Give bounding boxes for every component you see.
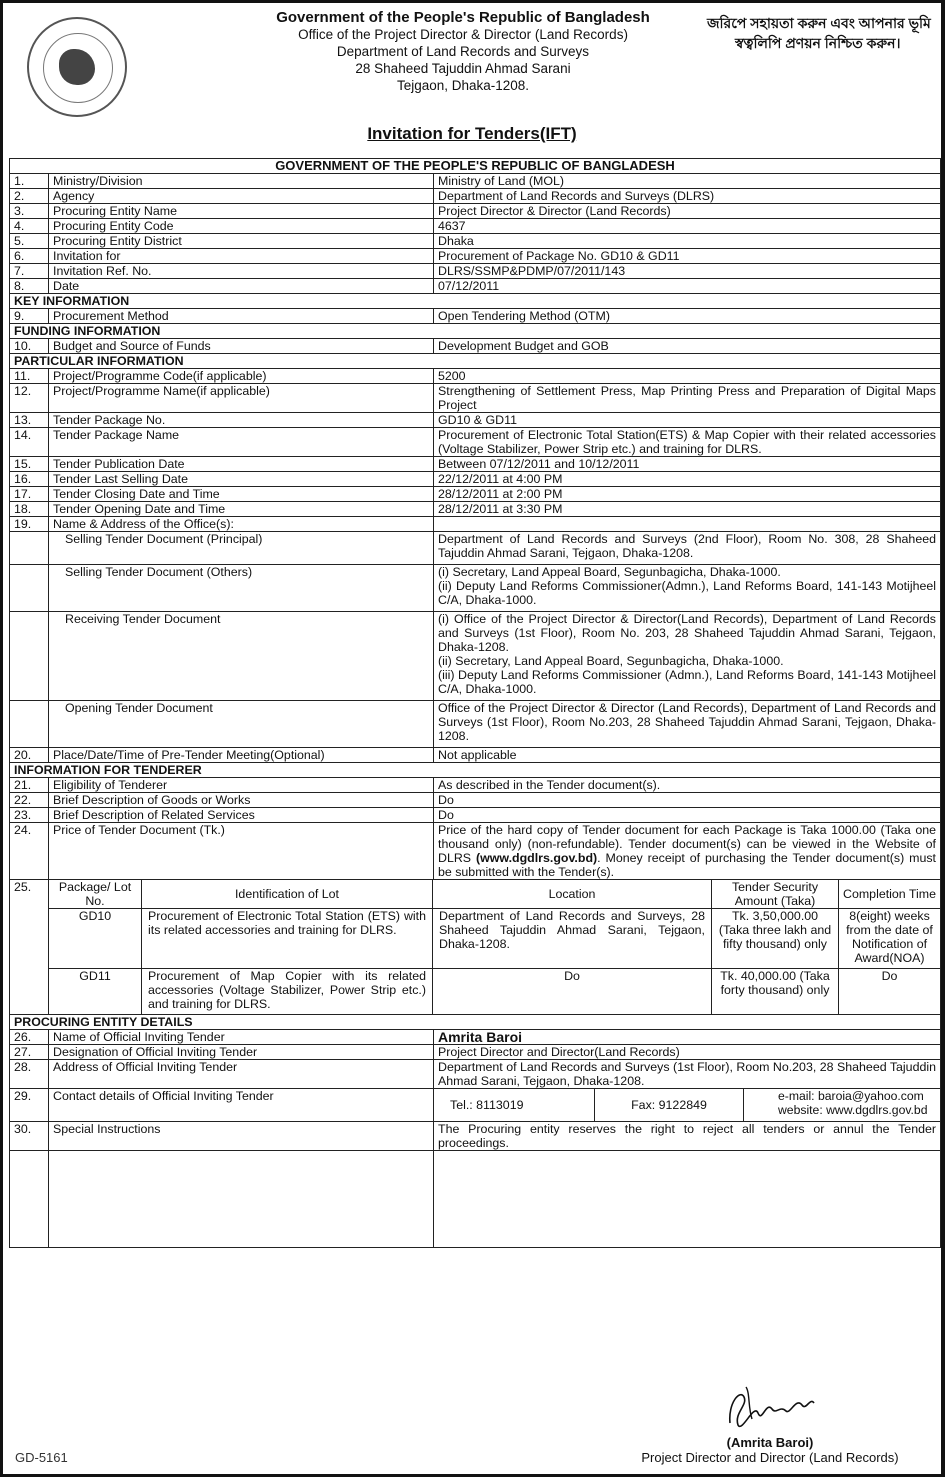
row-value: As described in the Tender document(s). <box>434 778 941 793</box>
signature-block <box>615 1383 925 1465</box>
lot-row <box>49 969 940 1015</box>
contact-fax: Fax: 9122849 <box>595 1089 744 1121</box>
gov-title: Government of the People's Republic of Bangladesh <box>276 9 650 26</box>
doc-title: Invitation for Tenders(IFT) <box>367 124 577 143</box>
government-seal-icon <box>27 17 127 117</box>
row-number: 6. <box>10 249 49 264</box>
row-number: 4. <box>10 219 49 234</box>
row-number: 21. <box>10 778 49 793</box>
lot-header: Location <box>433 880 712 909</box>
office-address-line: (i) Secretary, Land Appeal Board, Segunbagicha, Dhaka-1000. <box>438 565 781 579</box>
row-label: Procuring Entity Code <box>49 219 434 234</box>
table-row: 10. Budget and Source of Funds Development Budget and GOB <box>10 339 941 354</box>
office-address-line: (i) Office of the Project Director & Director(Land Records), Department of Land Records and Surveys (1st Floor), Room No. 203, 28 Shaheed Tajuddin Ahmad Sarani, Tejgaon, Dhaka-1208. <box>438 612 936 654</box>
lot-identification: Procurement of Map Copier with its related accessories (Voltage Stabilizer, Power Strip etc.) and training for DLRS. <box>142 969 433 1015</box>
office-address <box>434 565 941 612</box>
bangla-slogan <box>707 13 937 53</box>
table-row <box>10 457 941 472</box>
section-tenderer-info: INFORMATION FOR TENDERER <box>10 763 941 778</box>
row-value: Dhaka <box>434 234 941 249</box>
row-label: Tender Closing Date and Time <box>49 487 434 502</box>
table-row <box>10 808 941 823</box>
office-label: Receiving Tender Document <box>49 612 434 701</box>
row-number: 5. <box>10 234 49 249</box>
tender-price-info: Price of the hard copy of Tender document for each Package is Taka 1000.00 (Taka one thousand only) (non-refundable). Tender document(s) can be viewed in the Website of DLRS (www.dgdlrs.gov.bd). Money receipt of purchasing the Tender document(s) must be submitted with the Tender(s). <box>434 823 941 880</box>
row-label: Eligibility of Tenderer <box>49 778 434 793</box>
row-label: Agency <box>49 189 434 204</box>
row-number: 16. <box>10 472 49 487</box>
row-number: 17. <box>10 487 49 502</box>
office-label: Selling Tender Document (Others) <box>49 565 434 612</box>
table-row: 9. Procurement Method Open Tendering Method (OTM) <box>10 309 941 324</box>
row-label: Tender Publication Date <box>49 457 434 472</box>
office-label: Opening Tender Document <box>49 701 434 748</box>
bangla-line-2: স্বত্বলিপি প্রণয়ন নিশ্চিত করুন। <box>735 35 901 51</box>
office-address <box>434 532 941 565</box>
section-funding-info: FUNDING INFORMATION <box>10 324 941 339</box>
contact-email[interactable]: e-mail: baroia@yahoo.com <box>778 1089 924 1103</box>
row-value: Department of Land Records and Surveys (DLRS) <box>434 189 941 204</box>
office-label: Selling Tender Document (Principal) <box>49 532 434 565</box>
street-line: 28 Shaheed Tajuddin Ahmad Sarani <box>355 61 571 76</box>
table-row <box>10 204 941 219</box>
table-row <box>10 428 941 457</box>
office-line: Office of the Project Director & Director (Land Records) <box>298 27 628 42</box>
official-name: Amrita Baroi <box>434 1030 941 1045</box>
office-address-line: (ii) Deputy Land Reforms Commissioner(Admn.), Land Reforms Board, 141-143 Motijheel C/A, Dhaka-1000. <box>438 579 936 607</box>
table-row: 24. Price of Tender Document (Tk.) Price of the hard copy of Tender document for each Package is Taka 1000.00 (Taka one thousand only) (non-refundable). Tender document(s) can be viewed in the Website of DLRS (www.dgdlrs.gov.bd). Money receipt of purchasing the Tender document(s) must be submitted with the Tender(s). <box>10 823 941 880</box>
signatory-designation: Project Director and Director (Land Records) <box>641 1450 899 1465</box>
office-row <box>10 612 941 701</box>
row-number: 1. <box>10 174 49 189</box>
office-address-line: (ii) Secretary, Land Appeal Board, Segunbagicha, Dhaka-1000. <box>438 654 784 668</box>
office-address-block <box>243 9 683 94</box>
row-value: 28/12/2011 at 2:00 PM <box>434 487 941 502</box>
row-label: Project/Programme Code(if applicable) <box>49 369 434 384</box>
office-row <box>10 565 941 612</box>
lot-row <box>49 909 940 969</box>
row-value: Do <box>434 808 941 823</box>
row-label: Brief Description of Goods or Works <box>49 793 434 808</box>
row-number: 3. <box>10 204 49 219</box>
city-line: Tejgaon, Dhaka-1208. <box>396 78 530 93</box>
lot-header: Tender Security Amount (Taka) <box>712 880 839 909</box>
table-row: 19. Name & Address of the Office(s): <box>10 517 941 532</box>
lot-identification: Procurement of Electronic Total Station (ETS) with its related accessories and training for DLRS. <box>142 909 433 969</box>
row-label: Tender Package No. <box>49 413 434 428</box>
row-label: Invitation Ref. No. <box>49 264 434 279</box>
section-key-info: KEY INFORMATION <box>10 294 941 309</box>
signatory-name: (Amrita Baroi) <box>726 1435 814 1450</box>
table-row: 27. Designation of Official Inviting Tender Project Director and Director(Land Records) <box>10 1045 941 1060</box>
contact-tel: Tel.: 8113019 <box>434 1089 595 1121</box>
section-procuring-details: PROCURING ENTITY DETAILS <box>10 1015 941 1030</box>
row-number: 18. <box>10 502 49 517</box>
table-row <box>10 793 941 808</box>
row-value: 22/12/2011 at 4:00 PM <box>434 472 941 487</box>
row-number: 2. <box>10 189 49 204</box>
table-row: 20. Place/Date/Time of Pre-Tender Meeting(Optional) Not applicable <box>10 748 941 763</box>
row-label: Tender Last Selling Date <box>49 472 434 487</box>
row-value: 28/12/2011 at 3:30 PM <box>434 502 941 517</box>
row-value: DLRS/SSMP&PDMP/07/2011/143 <box>434 264 941 279</box>
table-row <box>10 264 941 279</box>
section-particular-info: PARTICULAR INFORMATION <box>10 354 941 369</box>
dept-line: Department of Land Records and Surveys <box>336 44 590 59</box>
row-number: 22. <box>10 793 49 808</box>
dlrs-website-link[interactable]: (www.dgdlrs.gov.bd) <box>476 851 598 865</box>
gov-heading: GOVERNMENT OF THE PEOPLE'S REPUBLIC OF BANGLADESH <box>10 159 941 174</box>
table-row-lots: 25. Package/ Lot No. Identification of Lot Location Tender Security Amount (Taka) Completion Time GD10 Procurement of Electronic Total Station (ETS) with its related accessories and training for DLRS. Department of Land Records and Surveys, 28 Shaheed Tajuddin Ahmad Sarani, Tejgaon, Dhaka-1208. Tk. 3,50,000.00 (Taka three lakh and fifty thousand) only 8(eight) weeks from the date of Notification of Award(NOA) GD11 Procurement of Map Copier with its related accessories (Voltage Stabilizer, Power Strip etc.) and training for DLRS. Do Tk. 40,000.00 (Taka forty thousand) only Do <box>10 880 941 1015</box>
office-row <box>10 701 941 748</box>
office-address-line: Office of the Project Director & Director (Land Records), Department of Land Records and Surveys (1st Floor), Room No.203, 28 Shaheed Tajuddin Ahmad Sarani, Tejgaon, Dhaka-1208. <box>438 701 936 743</box>
lot-table <box>49 880 940 1014</box>
office-address-line: (iii) Deputy Land Reforms Commissioner (Admn.), Land Reforms Board, 141-143 Motijheel C/A, Dhaka-1000. <box>438 668 936 696</box>
row-value: Between 07/12/2011 and 10/12/2011 <box>434 457 941 472</box>
table-row: 28. Address of Official Inviting Tender Department of Land Records and Surveys (1st Floor), Room No.203, 28 Shaheed Tajuddin Ahmad Sarani, Tejgaon, Dhaka-1208. <box>10 1060 941 1089</box>
table-row <box>10 502 941 517</box>
table-row: 29. Contact details of Official Inviting Tender Tel.: 8113019 Fax: 9122849 e-mail: baroia@yahoo.com website: www.dgdlrs.gov.bd <box>10 1089 941 1122</box>
row-number: 8. <box>10 279 49 294</box>
lot-number: GD11 <box>49 969 142 1015</box>
row-label: Ministry/Division <box>49 174 434 189</box>
notice-header <box>3 3 941 143</box>
row-value: Do <box>434 793 941 808</box>
row-value: Strengthening of Settlement Press, Map Printing Press and Preparation of Digital Maps Project <box>434 384 941 413</box>
bangla-line-1: জরিপে সহায়তা করুন এবং আপনার ভূমি <box>707 15 931 31</box>
row-value: 4637 <box>434 219 941 234</box>
lot-security: Tk. 3,50,000.00 (Taka three lakh and fifty thousand) only <box>712 909 839 969</box>
row-label: Brief Description of Related Services <box>49 808 434 823</box>
lot-header: Completion Time <box>839 880 941 909</box>
row-value: 5200 <box>434 369 941 384</box>
table-row <box>10 384 941 413</box>
row-value: Procurement of Package No. GD10 & GD11 <box>434 249 941 264</box>
row-label: Procuring Entity District <box>49 234 434 249</box>
table-row <box>10 189 941 204</box>
lot-location: Department of Land Records and Surveys, 28 Shaheed Tajuddin Ahmad Sarani, Tejgaon, Dhaka-1208. <box>433 909 712 969</box>
table-row: 30. Special Instructions The Procuring entity reserves the right to reject all tenders or annul the Tender proceedings. <box>10 1122 941 1151</box>
office-address-line: Department of Land Records and Surveys (2nd Floor), Room No. 308, 28 Shaheed Tajuddin Ahmad Sarani, Tejgaon, Dhaka-1208. <box>438 532 936 560</box>
lot-completion: Do <box>839 969 941 1015</box>
row-label: Tender Opening Date and Time <box>49 502 434 517</box>
row-number: 12. <box>10 384 49 413</box>
office-address <box>434 612 941 701</box>
lot-header: Package/ Lot No. <box>49 880 142 909</box>
table-row <box>10 249 941 264</box>
gd-code: GD-5161 <box>15 1450 68 1465</box>
row-number: 15. <box>10 457 49 472</box>
contact-website[interactable]: website: www.dgdlrs.gov.bd <box>778 1103 928 1117</box>
lot-header: Identification of Lot <box>142 880 433 909</box>
table-row <box>10 472 941 487</box>
table-row <box>10 279 941 294</box>
row-value: 07/12/2011 <box>434 279 941 294</box>
row-number: 14. <box>10 428 49 457</box>
row-number: 13. <box>10 413 49 428</box>
contact-table <box>434 1089 940 1121</box>
lot-security: Tk. 40,000.00 (Taka forty thousand) only <box>712 969 839 1015</box>
row-value: Ministry of Land (MOL) <box>434 174 941 189</box>
lot-location: Do <box>433 969 712 1015</box>
row-value: Project Director & Director (Land Records) <box>434 204 941 219</box>
lot-completion: 8(eight) weeks from the date of Notification of Award(NOA) <box>839 909 941 969</box>
table-row <box>10 487 941 502</box>
table-row <box>10 369 941 384</box>
office-address <box>434 701 941 748</box>
row-label: Invitation for <box>49 249 434 264</box>
row-label: Project/Programme Name(if applicable) <box>49 384 434 413</box>
row-label: Tender Package Name <box>49 428 434 457</box>
table-row <box>10 413 941 428</box>
ift-table <box>9 158 941 1248</box>
row-number: 11. <box>10 369 49 384</box>
table-row <box>10 174 941 189</box>
table-row <box>10 778 941 793</box>
row-number: 23. <box>10 808 49 823</box>
table-row <box>10 219 941 234</box>
row-value: Procurement of Electronic Total Station(ETS) & Map Copier with their related accessories (Voltage Stabilizer, Power Strip etc.) and training for DLRS. <box>434 428 941 457</box>
table-row: 26. Name of Official Inviting Tender Amrita Baroi <box>10 1030 941 1045</box>
office-row <box>10 532 941 565</box>
row-label: Date <box>49 279 434 294</box>
row-value: GD10 & GD11 <box>434 413 941 428</box>
row-number: 7. <box>10 264 49 279</box>
handwritten-signature-icon <box>710 1383 830 1435</box>
row-label: Procuring Entity Name <box>49 204 434 219</box>
lot-number: GD10 <box>49 909 142 969</box>
table-row <box>10 234 941 249</box>
